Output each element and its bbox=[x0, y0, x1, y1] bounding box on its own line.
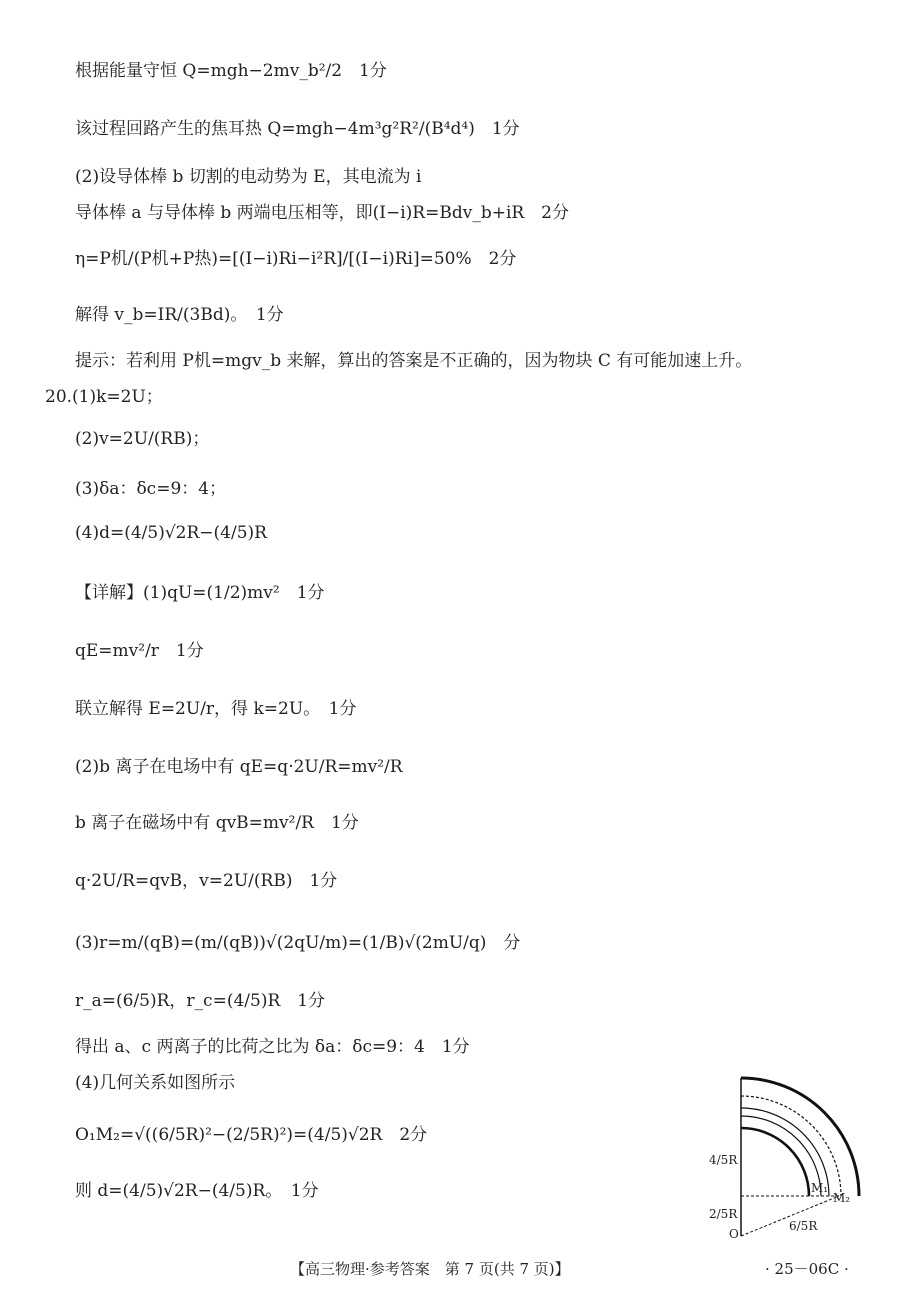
line-20: 得出 a、c 两离子的比荷之比为 δa：δc=9：4 1分 bbox=[75, 1037, 470, 1057]
label-O: O bbox=[729, 1227, 739, 1238]
line-2: 该过程回路产生的焦耳热 Q=mgh−4m³g²R²/(B⁴d⁴) 1分 bbox=[75, 119, 520, 139]
inner-arc bbox=[741, 1128, 809, 1196]
line-21: (4)几何关系如图所示 bbox=[75, 1073, 236, 1093]
line-19: r_a=(6/5)R，r_c=(4/5)R 1分 bbox=[75, 991, 326, 1011]
line-5: η=P机/(P机+P热)=[(I−i)Ri−i²R]/[(I−i)Ri]=50% 2分 bbox=[75, 249, 517, 269]
footer-code: · 25－06C · bbox=[765, 1260, 849, 1278]
line-18: (3)r=m/(qB)=(m/(qB))√(2qU/m)=(1/B)√(2mU/q) 分 bbox=[75, 933, 521, 953]
label-M1: M₁ bbox=[811, 1181, 829, 1195]
label-2-5R: 2/5R bbox=[709, 1207, 738, 1221]
line-6: 解得 v_b=IR/(3Bd)。 1分 bbox=[75, 305, 284, 325]
label-6-5R: 6/5R bbox=[789, 1219, 818, 1233]
line-15: (2)b 离子在电场中有 qE=q·2U/R=mv²/R bbox=[75, 757, 403, 777]
label-4-5R: 4/5R bbox=[709, 1153, 738, 1167]
label-M2: M₂ bbox=[833, 1191, 851, 1205]
line-23: 则 d=(4/5)√2R−(4/5)R。 1分 bbox=[75, 1181, 319, 1201]
line-9: (2)v=2U/(RB)； bbox=[75, 429, 210, 449]
line-13: qE=mv²/r 1分 bbox=[75, 641, 204, 661]
line-22: O₁M₂=√((6/5R)²−(2/5R)²)=(4/5)√2R 2分 bbox=[75, 1125, 428, 1145]
geometry-diagram bbox=[705, 1068, 865, 1238]
line-11: (4)d=(4/5)√2R−(4/5)R bbox=[75, 523, 267, 543]
line-3: (2)设导体棒 b 切割的电动势为 E，其电流为 i bbox=[75, 167, 422, 187]
line-12: 【详解】(1)qU=(1/2)mv² 1分 bbox=[75, 583, 325, 603]
line-7: 提示：若利用 P机=mgv_b 来解，算出的答案是不正确的，因为物块 C 有可能加速上升。 bbox=[75, 351, 753, 371]
line-10: (3)δa：δc=9：4； bbox=[75, 479, 227, 499]
line-8: 20.(1)k=2U； bbox=[45, 387, 163, 407]
line-1: 根据能量守恒 Q=mgh−2mv_b²/2 1分 bbox=[75, 61, 387, 81]
line-4: 导体棒 a 与导体棒 b 两端电压相等，即(I−i)R=Bdv_b+iR 2分 bbox=[75, 203, 569, 223]
line-16: b 离子在磁场中有 qvB=mv²/R 1分 bbox=[75, 813, 359, 833]
footer-title: 【高三物理·参考答案 第 7 页(共 7 页)】 bbox=[290, 1260, 570, 1278]
line-14: 联立解得 E=2U/r，得 k=2U。 1分 bbox=[75, 699, 357, 719]
line-17: q·2U/R=qvB，v=2U/(RB) 1分 bbox=[75, 871, 338, 891]
outer-arc bbox=[741, 1078, 859, 1196]
